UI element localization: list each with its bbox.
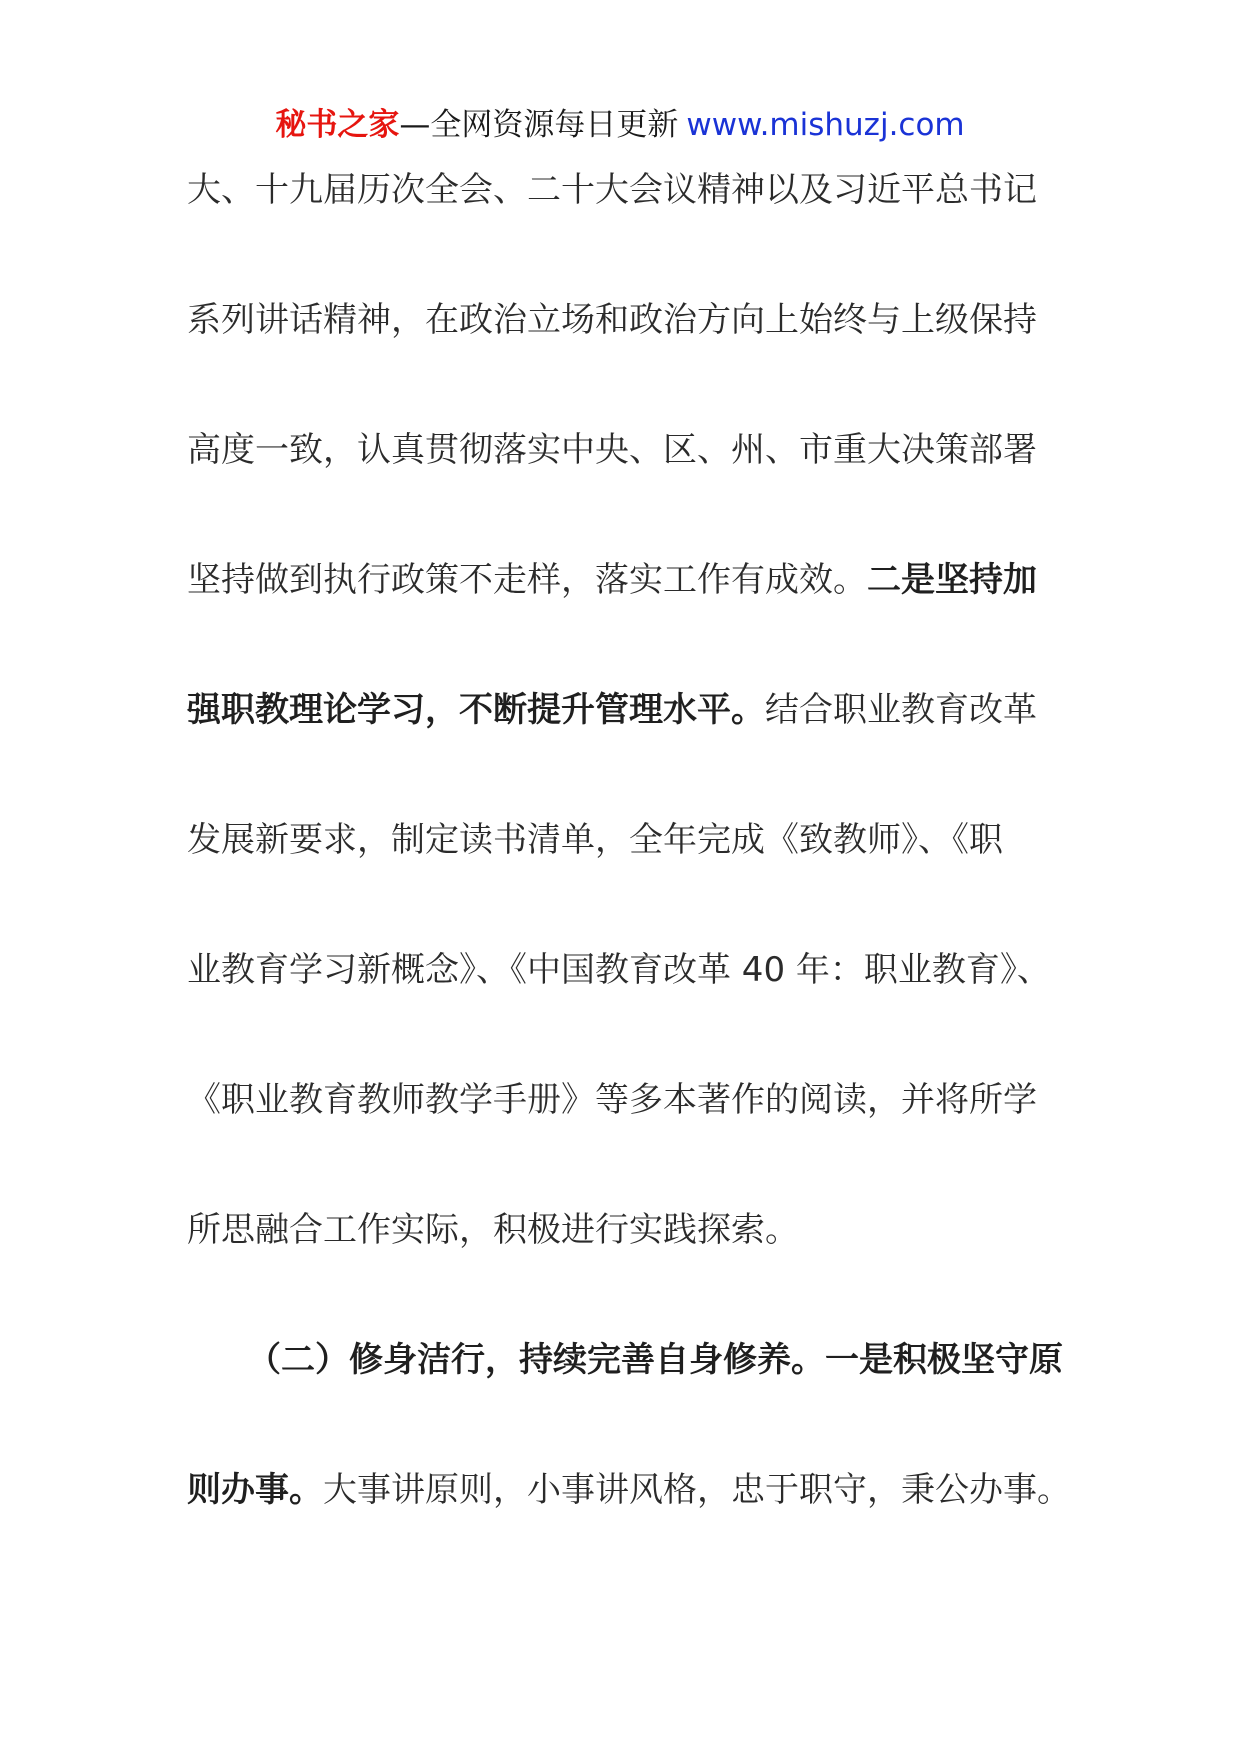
bold-heading-run: 强职教理论学习，不断提升管理水平。: [187, 690, 765, 730]
text-line: [187, 1460, 1071, 1590]
text-line: 发展新要求，制定读书清单，全年完成《致教师》、《职: [187, 820, 1003, 860]
text-line: 所思融合工作实际，积极进行实践探索。: [187, 1210, 799, 1250]
text-run: 大事讲原则，小事讲风格，忠于职守，秉公办事。: [323, 1470, 1071, 1510]
text-run: 坚持做到执行政策不走样，落实工作有成效。: [187, 560, 867, 600]
text-line: [187, 550, 1062, 680]
text-line: [187, 680, 1062, 810]
site-url-link[interactable]: www.mishuzj.com: [686, 107, 965, 143]
text-run: 结合职业教育改革: [765, 690, 1037, 730]
site-header: [0, 103, 1240, 147]
text-line: 大、十九届历次全会、二十大会议精神以及习近平总书记: [187, 170, 1037, 210]
document-body: [187, 160, 1071, 1590]
text-line: 《职业教育教师教学手册》等多本著作的阅读，并将所学: [187, 1080, 1037, 1120]
text-line: 高度一致，认真贯彻落实中央、区、州、市重大决策部署: [187, 430, 1037, 470]
bold-heading-run: 则办事。: [187, 1470, 323, 1510]
section-heading: （二）修身洁行，持续完善自身修养。一是积极坚守原: [247, 1340, 1063, 1380]
text-line: 系列讲话精神，在政治立场和政治方向上始终与上级保持: [187, 300, 1037, 340]
bold-heading-run: 二是坚持加: [867, 560, 1037, 600]
text-line: 业教育学习新概念》、《中国教育改革 40 年：职业教育》、: [187, 950, 1051, 990]
header-tagline: —全网资源每日更新: [399, 107, 679, 143]
brand-name: 秘书之家: [275, 107, 400, 143]
